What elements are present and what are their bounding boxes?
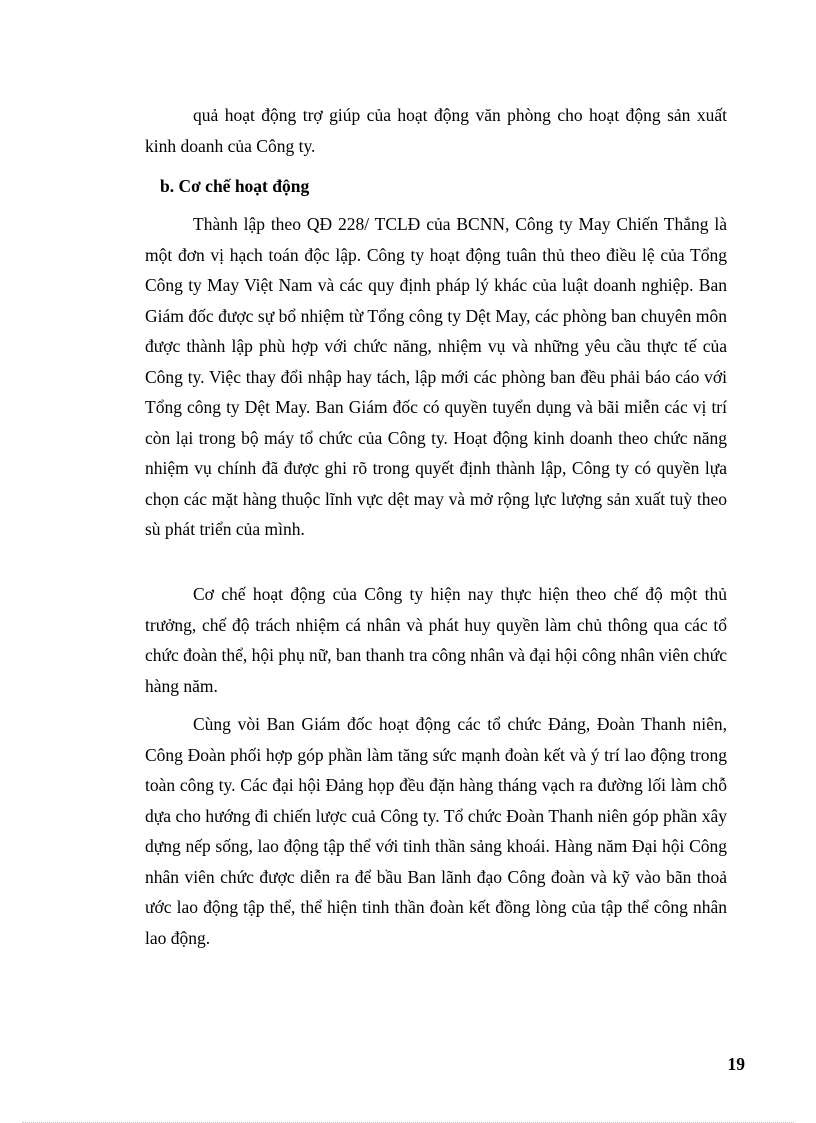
paragraph-operating-mechanism: Cơ chế hoạt động của Công ty hiện nay thực hiện theo chế độ một thủ trưởng, chế độ trách nhiệm cá nhân và phát huy quyền làm chủ thông qua các tổ chức đoàn thể, hội phụ nữ, ban thanh tra công nhân và đại hội công nhân viên chức hàng năm. bbox=[145, 584, 727, 696]
paragraph-establishment: Thành lập theo QĐ 228/ TCLĐ của BCNN, Công ty May Chiến Thắng là một đơn vị hạch toán độc lập. Công ty hoạt động tuân thủ theo điều lệ của Tổng Công ty May Việt Nam và các quy định pháp lý khác của luật doanh nghiệp. Ban Giám đốc được sự bổ nhiệm từ Tổng công ty Dệt May, các phòng ban chuyên môn được thành lập phù hợp với chức năng, nhiệm vụ và những yêu cầu thực tế của Công ty. Việc thay đổi nhập hay tách, lập mới các phòng ban đều phải báo cáo với Tổng công ty Dệt May. Ban Giám đốc có quyền tuyển dụng và bãi miễn các vị trí còn lại trong bộ máy tổ chức của Công ty. Hoạt động kinh doanh theo chức năng nhiệm vụ chính đã được ghi rõ trong quyết định thành lập, Công ty có quyền lựa chọn các mặt hàng thuộc lĩnh vực dệt may và mở rộng lực lượng sản xuất tuỳ theo sù phát triển của mình. bbox=[145, 214, 727, 539]
section-heading: b. Cơ chế hoạt động bbox=[160, 176, 310, 196]
page-number: 19 bbox=[727, 1054, 745, 1074]
paragraph-organizations: Cùng vòi Ban Giám đốc hoạt động các tổ chức Đảng, Đoàn Thanh niên, Công Đoàn phối hợp góp phần làm tăng sức mạnh đoàn kết và ý trí lao động trong toàn công ty. Các đại hội Đảng họp đều đặn hàng tháng vạch ra đường lối làm chỗ dựa cho hướng đi chiến lược cuả Công ty. Tổ chức Đoàn Thanh niên góp phần xây dựng nếp sống, lao động tập thể với tinh thần sảng khoái. Hàng năm Đại hội Công nhân viên chức được diễn ra để bầu Ban lãnh đạo Công đoàn và kỹ vào bãn thoả ước lao động tập thể, thể hiện tinh thần đoàn kết đồng lòng của tập thể công nhân lao động. bbox=[145, 714, 727, 948]
paragraph-continuation: quả hoạt động trợ giúp của hoạt động văn phòng cho hoạt động sản xuất kinh doanh của Công ty. bbox=[145, 105, 727, 156]
